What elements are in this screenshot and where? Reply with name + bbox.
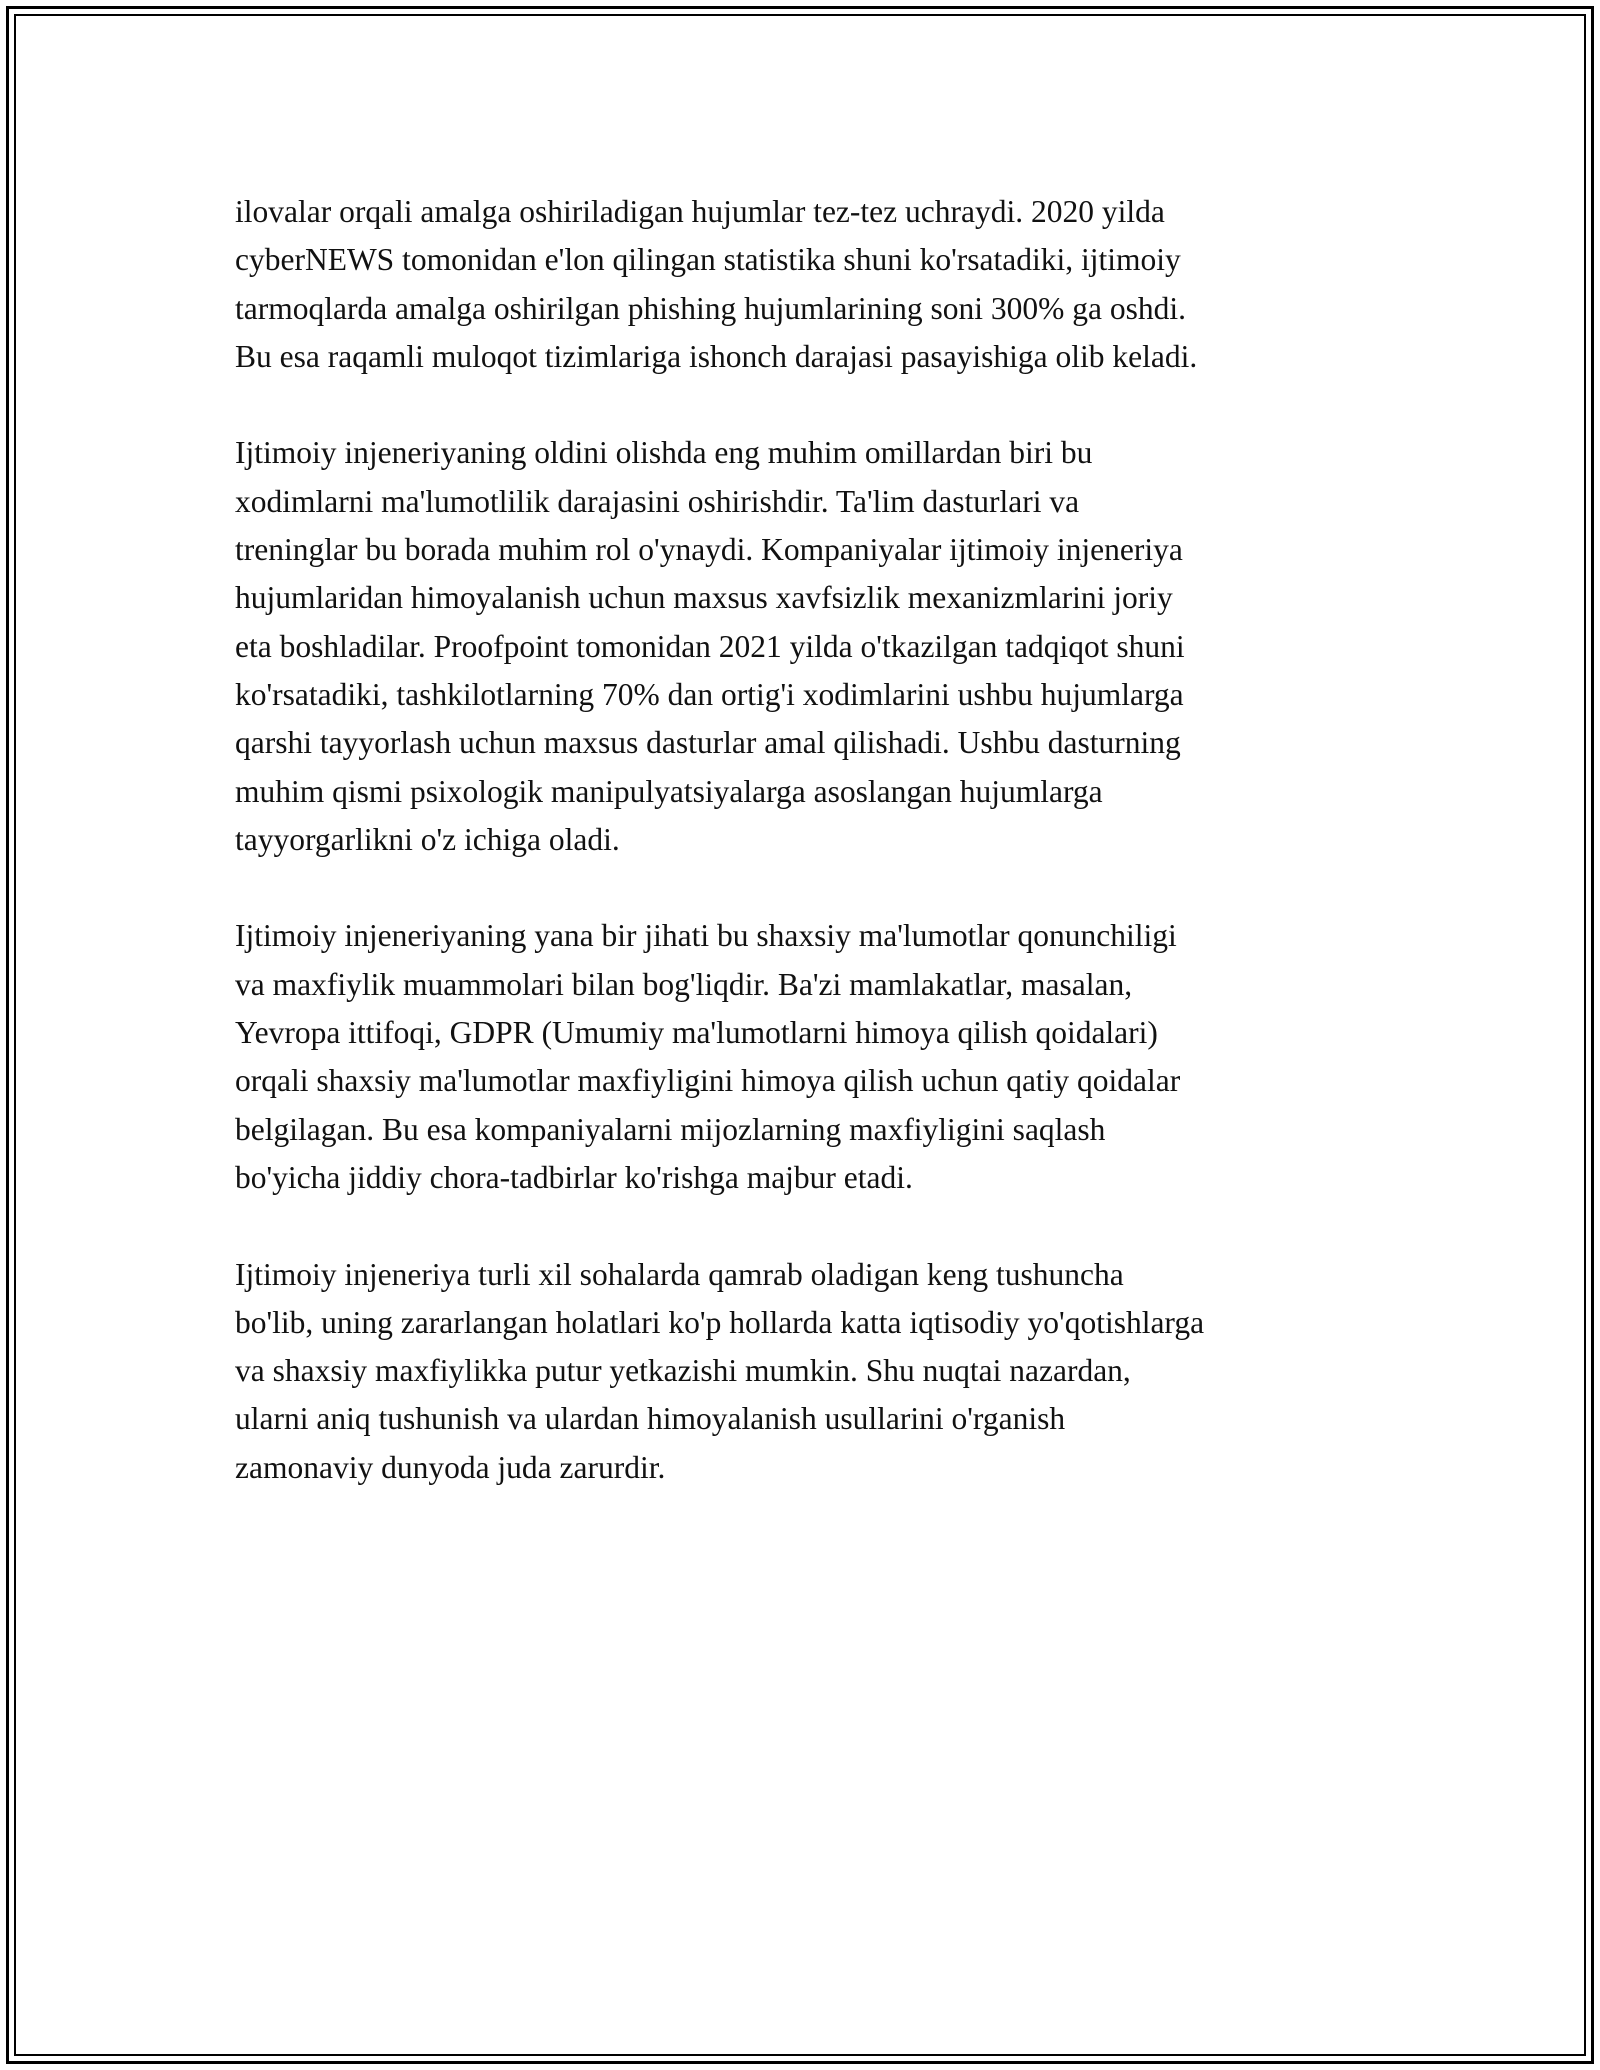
- text-line: ilovalar orqali amalga oshiriladigan hujumlar tez-tez uchraydi. 2020 yilda: [235, 194, 1165, 229]
- text-line: Ijtimoiy injeneriyaning oldini olishda eng muhim omillardan biri bu: [235, 435, 1093, 471]
- text-line: xodimlarni ma'lumotlilik darajasini oshirishdir. Ta'lim dasturlari va: [235, 483, 1080, 519]
- paragraph-3: [235, 912, 1385, 1202]
- text-line: belgilagan. Bu esa kompaniyalarni mijozlarning maxfiyligini saqlash: [235, 1111, 1106, 1147]
- text-line: Ijtimoiy injeneriya turli xil sohalarda qamrab oladigan keng tushuncha: [235, 1256, 1124, 1292]
- paragraph-1: [235, 188, 1385, 381]
- text-line: ularni aniq tushunish va ulardan himoyalanish usullarini o'rganish: [235, 1401, 1066, 1437]
- text-line: hujumlaridan himoyalanish uchun maxsus xavfsizlik mexanizmlarini joriy: [235, 580, 1173, 616]
- text-line: zamonaviy dunyoda juda zarurdir.: [235, 1449, 666, 1485]
- text-line: tayyorgarlikni o'z ichiga oladi.: [235, 821, 620, 857]
- text-line: treninglar bu borada muhim rol o'ynaydi. Kompaniyalar ijtimoiy injeneriya: [235, 532, 1183, 568]
- paragraph-2: [235, 429, 1385, 864]
- document-body: [235, 188, 1385, 1540]
- text-line: va maxfiylik muammolari bilan bog'liqdir. Ba'zi mamlakatlar, masalan,: [235, 966, 1133, 1002]
- text-line: muhim qismi psixologik manipulyatsiyalarga asoslangan hujumlarga: [235, 773, 1103, 809]
- text-line: tarmoqlarda amalga oshirilgan phishing hujumlarining soni 300% ga oshdi.: [235, 290, 1186, 326]
- paragraph-4: [235, 1251, 1385, 1492]
- text-line: cyberNEWS tomonidan e'lon qilingan statistika shuni ko'rsatadiki, ijtimoiy: [235, 242, 1181, 278]
- text-line: qarshi tayyorlash uchun maxsus dasturlar amal qilishadi. Ushbu dasturning: [235, 725, 1181, 761]
- text-line: Ijtimoiy injeneriyaning yana bir jihati bu shaxsiy ma'lumotlar qonunchiligi: [235, 918, 1177, 954]
- text-line: bo'lib, uning zararlangan holatlari ko'p hollarda katta iqtisodiy yo'qotishlarga: [235, 1304, 1205, 1340]
- text-line: eta boshladilar. Proofpoint tomonidan 2021 yilda o'tkazilgan tadqiqot shuni: [235, 628, 1185, 664]
- text-line: ko'rsatadiki, tashkilotlarning 70% dan ortig'i xodimlarini ushbu hujumlarga: [235, 676, 1184, 712]
- text-line: Yevropa ittifoqi, GDPR (Umumiy ma'lumotlarni himoya qilish qoidalari): [235, 1015, 1158, 1051]
- text-line: Bu esa raqamli muloqot tizimlariga ishonch darajasi pasayishiga olib keladi.: [235, 338, 1198, 374]
- text-line: bo'yicha jiddiy chora-tadbirlar ko'rishga majbur etadi.: [235, 1159, 913, 1195]
- text-line: va shaxsiy maxfiylikka putur yetkazishi mumkin. Shu nuqtai nazardan,: [235, 1353, 1131, 1389]
- text-line: orqali shaxsiy ma'lumotlar maxfiyligini himoya qilish uchun qatiy qoidalar: [235, 1063, 1181, 1099]
